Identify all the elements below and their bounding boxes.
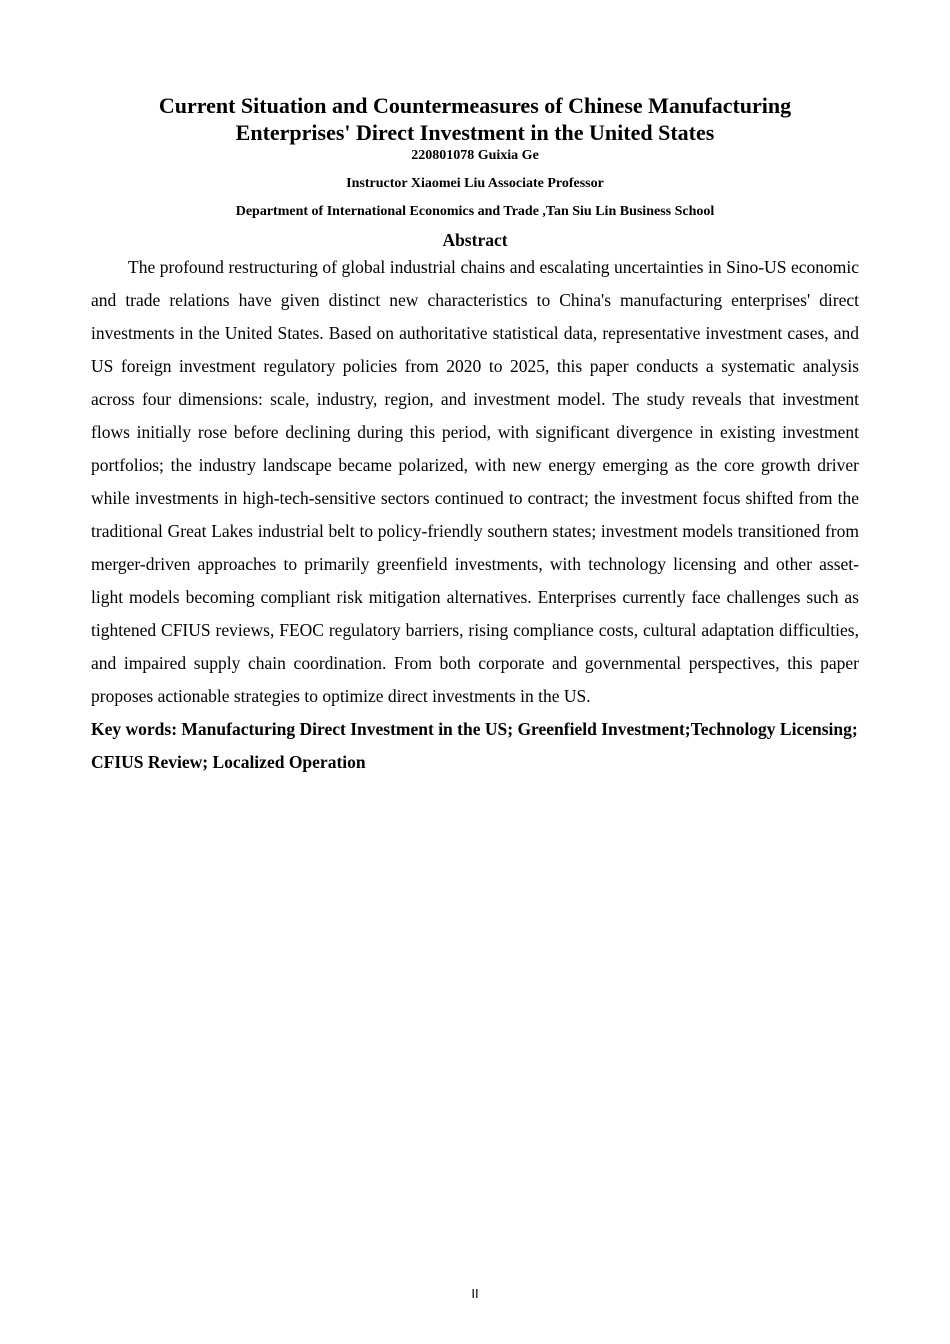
keywords: Key words: Manufacturing Direct Investment in the US; Greenfield Investment;Technology Licensing; CFIUS Review; Localized Operation [91, 719, 858, 772]
student-info: 220801078 Guixia Ge [411, 148, 539, 163]
abstract-body: The profound restructuring of global industrial chains and escalating uncertainties in Sino-US economic and trade relations have given distinct new characteristics to China's manufacturing enterprises' direct investments in the United States. Based on authoritative statistical data, representative investment cases, and US foreign investment regulatory policies from 2020 to 2025, this paper conducts a systematic analysis across four dimensions: scale, industry, region, and investment model. The study reveals that investment flows initially rose before declining during this period, with significant divergence in existing investment portfolios; the industry landscape became polarized, with new energy emerging as the core growth driver while investments in high-tech-sensitive sectors continued to contract; the investment focus shifted from the traditional Great Lakes industrial belt to policy-friendly southern states; investment models transitioned from merger-driven approaches to primarily greenfield investments, with technology licensing and other asset-light models becoming compliant risk mitigation alternatives. Enterprises currently face challenges such as tightened CFIUS reviews, FEOC regulatory barriers, rising compliance costs, cultural adaptation difficulties, and impaired supply chain coordination. From both corporate and governmental perspectives, this paper proposes actionable strategies to optimize direct investments in the US. [91, 257, 859, 706]
paper-page [91, 92, 859, 779]
paper-title [91, 92, 859, 146]
department-info: Department of International Economics and Trade ,Tan Siu Lin Business School [235, 204, 715, 219]
abstract-heading: Abstract [442, 230, 508, 250]
instructor-info: Instructor Xiaomei Liu Associate Professor [346, 176, 604, 191]
paper-title-line-2: Enterprises' Direct Investment in the United States [235, 120, 715, 145]
page-number: II [471, 1286, 479, 1301]
paper-title-line-1: Current Situation and Countermeasures of Chinese Manufacturing [158, 93, 792, 118]
